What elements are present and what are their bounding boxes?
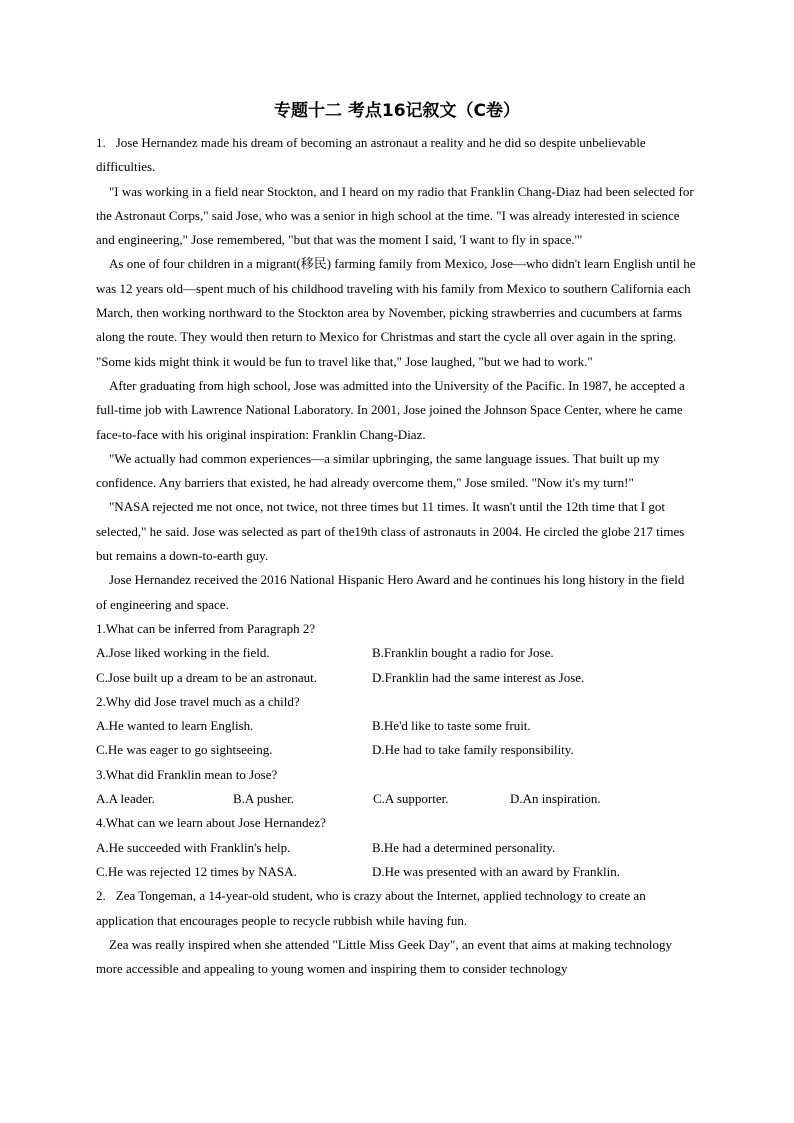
option-a: A.He succeeded with Franklin's help. xyxy=(96,839,291,855)
option-d: D.An inspiration. xyxy=(510,791,601,807)
question-1-options-2 xyxy=(96,666,698,690)
paragraph: "I was working in a field near Stockton, and I heard on my radio that Franklin Chang-Diaz had been selected for the Astronaut Corps," said Jose, who was a senior in high school at the time. "I was already interested in science and engineering," Jose remembered, "but that was the moment I said, 'I want to fly in space.'" xyxy=(96,183,694,248)
option-b: B.He'd like to taste some fruit. xyxy=(372,718,531,734)
passage1-intro: 1. Jose Hernandez made his dream of becoming an astronaut a reality and he did so despite unbelievable difficulties. xyxy=(96,131,698,180)
option-a: A.Jose liked working in the field. xyxy=(96,645,270,661)
question-3-options xyxy=(96,787,698,811)
question-2: 2.Why did Jose travel much as a child? xyxy=(96,693,300,709)
option-d: D.Franklin had the same interest as Jose. xyxy=(372,669,585,685)
option-a: A.A leader. xyxy=(96,791,155,807)
question-4: 4.What can we learn about Jose Hernandez? xyxy=(96,815,326,831)
question-4-options-2 xyxy=(96,860,698,884)
option-c: C.He was eager to go sightseeing. xyxy=(96,742,273,758)
question-2-options-2 xyxy=(96,738,698,762)
option-c: C.A supporter. xyxy=(373,791,449,807)
paragraph: "NASA rejected me not once, not twice, not three times but 11 times. It wasn't until the 12th time that I got selected," he said. Jose was selected as part of the19th class of astronauts in 2004. He circled the globe 217 times but remains a down-to-earth guy. xyxy=(96,499,685,564)
option-c: C.He was rejected 12 times by NASA. xyxy=(96,863,297,879)
paragraph: "We actually had common experiences—a similar upbringing, the same language issues. That built up my confidence. Any barriers that existed, he had already overcome them," Jose smiled. "Now it's my turn!" xyxy=(96,450,660,491)
page-title: 专题十二 考点16记叙文（C卷） xyxy=(273,101,521,121)
paragraph: Jose Hernandez received the 2016 National Hispanic Hero Award and he continues his long history in the field of engineering and space. xyxy=(96,572,685,612)
question-2-options xyxy=(96,714,698,738)
option-a: A.He wanted to learn English. xyxy=(96,718,254,734)
paragraph: As one of four children in a migrant(移民) farming family from Mexico, Jose—who didn't learn English until he was 12 years old—spent much of his childhood traveling with his family from Mexico to southern California each March, then working northward to the Stockton area by November, picking strawberries and cucumbers at farms along the route. They would then return to Mexico for Christmas and start the cycle all over again in the spring. "Some kids might think it would be fun to travel like that," Jose laughed, "but we had to work." xyxy=(96,256,696,369)
option-d: D.He was presented with an award by Franklin. xyxy=(372,863,621,879)
document-body xyxy=(96,131,698,981)
option-d: D.He had to take family responsibility. xyxy=(372,742,574,758)
question-4-options xyxy=(96,836,698,860)
question-1-options xyxy=(96,641,698,665)
passage-number: 2. xyxy=(96,888,106,904)
question-3: 3.What did Franklin mean to Jose? xyxy=(96,766,278,782)
paragraph: After graduating from high school, Jose was admitted into the University of the Pacific. In 1987, he accepted a full-time job with Lawrence National Laboratory. In 2001, Jose joined the Johnson Space Center, where he came face-to-face with his original inspiration: Franklin Chang-Diaz. xyxy=(96,377,685,442)
paragraph: Zea was really inspired when she attended "Little Miss Geek Day", an event that aims at making technology more accessible and appealing to young women and inspiring them to consider technology xyxy=(96,936,672,977)
option-b: B.Franklin bought a radio for Jose. xyxy=(372,645,554,661)
question-1: 1.What can be inferred from Paragraph 2? xyxy=(96,620,316,636)
option-c: C.Jose built up a dream to be an astronaut. xyxy=(96,669,317,685)
option-b: B.A pusher. xyxy=(233,791,295,807)
option-b: B.He had a determined personality. xyxy=(372,839,556,855)
passage2-intro: 2. Zea Tongeman, a 14-year-old student, who is crazy about the Internet, applied technology to create an application that encourages people to recycle rubbish while having fun. xyxy=(96,884,698,933)
passage-number: 1. xyxy=(96,135,106,150)
